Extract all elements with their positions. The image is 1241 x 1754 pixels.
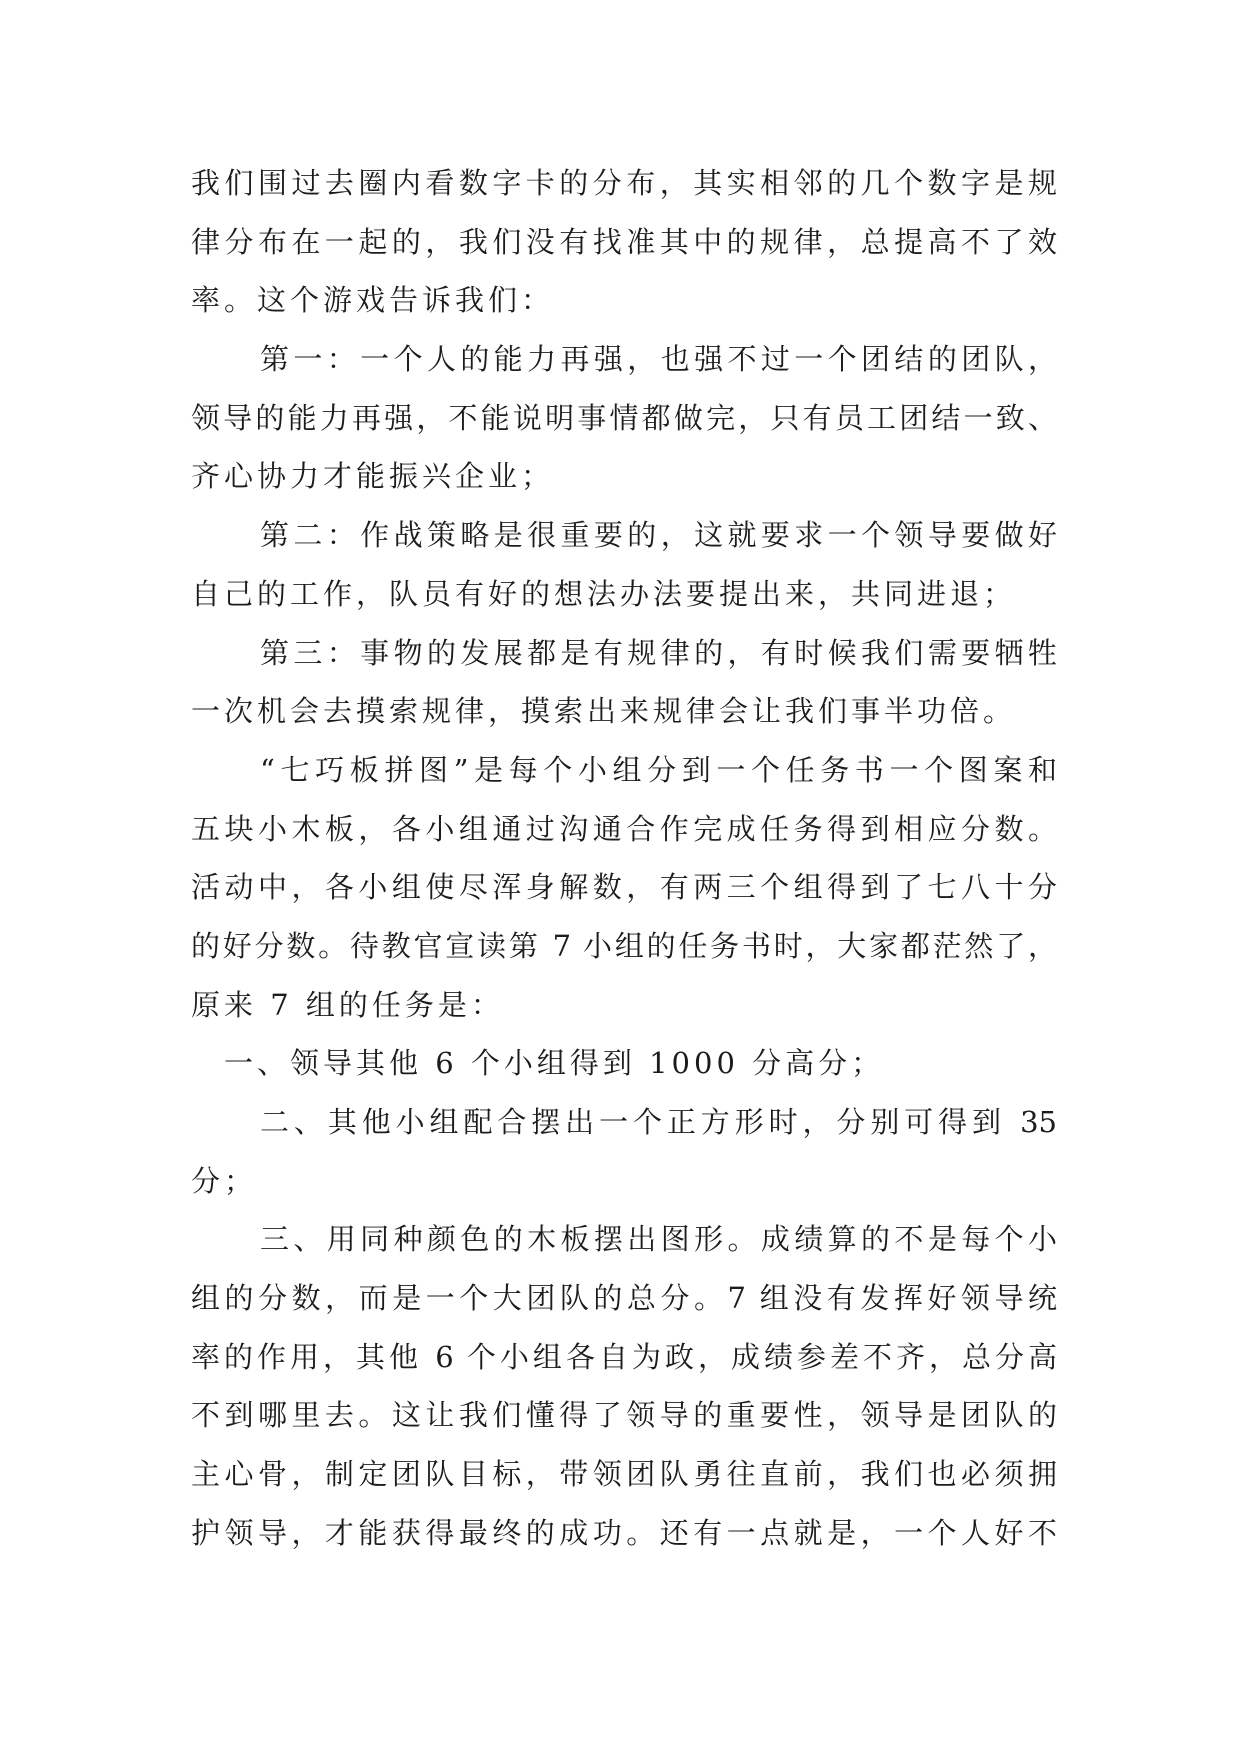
text-line: 分； (191, 1163, 258, 1198)
paragraph (191, 624, 1057, 741)
text-line: 护领导，才能获得最终的成功。还有一点就是，一个人好不 (191, 1515, 1057, 1550)
paragraph (191, 506, 1057, 623)
text-line: 我们围过去圈内看数字卡的分布，其实相邻的几个数字是规 (191, 166, 1057, 200)
paragraph (191, 1093, 1057, 1210)
text-line: 不到哪里去。这让我们懂得了领导的重要性，领导是团队的 (191, 1398, 1057, 1433)
text-line: 齐心协力才能振兴企业； (191, 459, 555, 494)
paragraph (191, 154, 1057, 330)
paragraph (191, 1034, 1057, 1093)
text-line: 第三：事物的发展都是有规律的，有时候我们需要牺牲 (260, 635, 1057, 670)
text-line: 第二：作战策略是很重要的，这就要求一个领导要做好 (260, 518, 1057, 553)
paragraph (191, 330, 1057, 506)
text-line: 原来 7 组的任务是： (191, 987, 504, 1022)
text-line: 自己的工作，队员有好的想法办法要提出来，共同进退； (191, 576, 1017, 611)
text-line: 三、用同种颜色的木板摆出图形。成绩算的不是每个小 (260, 1222, 1057, 1257)
text-line: 律分布在一起的，我们没有找准其中的规律，总提高不了效 (191, 224, 1057, 259)
text-line: 活动中，各小组使尽浑身解数，有两三个组得到了七八十分 (191, 870, 1057, 905)
text-line: 的好分数。待教官宣读第 7 小组的任务书时，大家都茫然了， (191, 928, 1057, 963)
document-body (191, 154, 1057, 1563)
text-line: 一次机会去摸索规律，摸索出来规律会让我们事半功倍。 (191, 694, 1017, 729)
text-line: 第一：一个人的能力再强，也强不过一个团结的团队， (260, 342, 1057, 377)
text-line: 率的作用，其他 6 个小组各自为政，成绩参差不齐，总分高 (191, 1339, 1057, 1374)
paragraph (191, 741, 1057, 1034)
text-line: 二、其他小组配合摆出一个正方形时，分别可得到 35 (260, 1105, 1057, 1139)
text-line: 主心骨，制定团队目标，带领团队勇往直前，我们也必须拥 (191, 1457, 1057, 1492)
text-line: 一、领导其他 6 个小组得到 1000 分高分； (224, 1046, 885, 1081)
paragraph (191, 1210, 1057, 1562)
text-line: 领导的能力再强，不能说明事情都做完，只有员工团结一致、 (191, 400, 1057, 435)
text-line: 率。这个游戏告诉我们： (191, 283, 555, 318)
text-line: 组的分数，而是一个大团队的总分。7 组没有发挥好领导统 (191, 1281, 1057, 1316)
text-line: “七巧板拼图”是每个小组分到一个任务书一个图案和 (260, 752, 1057, 787)
text-line: 五块小木板，各小组通过沟通合作完成任务得到相应分数。 (191, 811, 1057, 846)
